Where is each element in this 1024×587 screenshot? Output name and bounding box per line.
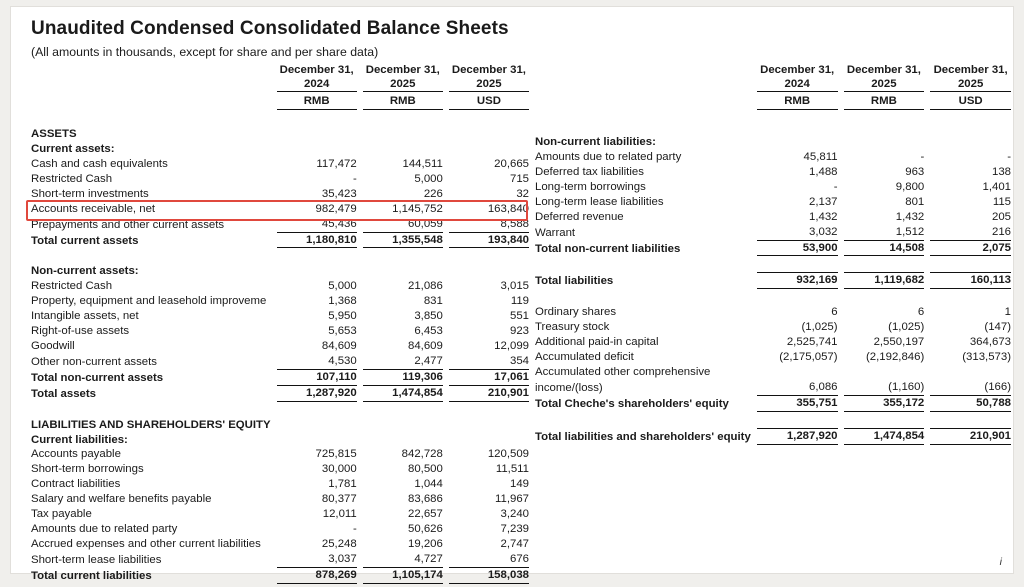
cell-value: 1,401	[982, 180, 1011, 193]
cell-value: 120,509	[487, 448, 529, 461]
column-header-currency: RMB	[363, 92, 443, 110]
assets-and-current-liabilities-table	[25, 64, 535, 584]
cell-value: 11,967	[495, 493, 529, 506]
cell-value: 115	[992, 195, 1011, 208]
cell-value: 84,609	[408, 339, 443, 352]
cell-value: (1,025)	[888, 321, 925, 334]
row-label: Salary and welfare benefits payable	[31, 493, 212, 506]
cell-value	[363, 142, 443, 157]
row-label: Total non-current assets	[31, 371, 164, 384]
cell-value: (1,160)	[844, 380, 925, 396]
row-label: Total non-current liabilities	[535, 242, 681, 255]
cell-value: 2,477	[363, 354, 443, 370]
row-label: Accumulated other comprehensive	[535, 365, 711, 378]
spacer-row	[535, 110, 1011, 135]
cell-value: 6,086	[757, 380, 838, 396]
item-row	[31, 294, 529, 309]
item-row	[31, 537, 529, 552]
item-row	[31, 354, 529, 370]
row-label: Goodwill	[31, 339, 75, 352]
total-row	[535, 241, 1011, 257]
item-row	[31, 202, 529, 217]
cell-value: 4,530	[277, 354, 357, 370]
page-number: i	[999, 556, 1002, 568]
item-row	[535, 165, 1011, 180]
section-row	[535, 135, 1011, 150]
row-label: Current assets:	[31, 143, 115, 156]
cell-value: 1,432	[809, 210, 838, 223]
cell-value: 3,037	[277, 552, 357, 568]
cell-value: 355,172	[844, 396, 925, 412]
item-row	[31, 447, 529, 462]
section-row	[31, 418, 529, 433]
item-row	[31, 462, 529, 477]
cell-value: 878,269	[277, 568, 357, 584]
cell-value	[930, 135, 1011, 150]
row-label: Tax payable	[31, 508, 92, 521]
cell-value: 144,511	[402, 158, 443, 170]
cell-value: 84,609	[321, 339, 357, 352]
cell-value: 25,248	[321, 537, 357, 550]
cell-value: 12,011	[322, 508, 357, 521]
cell-value: (2,175,057)	[779, 351, 838, 364]
cell-value: 5,653	[328, 325, 357, 338]
spacer-row	[535, 289, 1011, 305]
row-label: Treasury stock	[535, 321, 610, 334]
row-label: Total liabilities	[535, 275, 614, 288]
row-label: Long-term lease liabilities	[535, 195, 664, 208]
cell-value: 1,432	[895, 210, 925, 223]
item-row	[535, 380, 1011, 396]
left-column	[31, 64, 535, 584]
cell-value: 50,788	[930, 396, 1011, 412]
cell-value: 3,015	[500, 280, 529, 293]
cell-value	[930, 365, 1011, 380]
column-header-year: 2025	[449, 78, 529, 93]
cell-value	[449, 264, 529, 279]
total-row	[535, 428, 1011, 445]
page-subtitle: (All amounts in thousands, except for share and per share data)	[31, 45, 379, 59]
cell-value: 3,032	[757, 225, 838, 241]
cell-value: -	[1007, 151, 1011, 164]
cell-value: 6,453	[414, 325, 443, 338]
spacer-row	[31, 110, 529, 127]
cell-value: (313,573)	[962, 351, 1011, 364]
cell-value	[277, 127, 357, 142]
cell-value	[363, 127, 443, 142]
cell-value: -	[833, 180, 838, 193]
cell-value: 107,110	[277, 370, 357, 386]
total-row	[31, 386, 529, 402]
cell-value: 1,287,920	[277, 386, 357, 402]
item-row	[31, 217, 529, 233]
total-row	[31, 370, 529, 386]
cell-value: 17,061	[449, 370, 529, 386]
cell-value: 160,113	[930, 272, 1011, 289]
cell-value: 5,000	[414, 172, 443, 185]
spacer-row	[535, 412, 1011, 428]
cell-value: 2,075	[930, 241, 1011, 257]
item-row	[535, 195, 1011, 210]
cell-value	[277, 142, 357, 157]
item-row	[535, 320, 1011, 335]
row-label: Warrant	[535, 226, 576, 239]
section-row	[31, 264, 529, 279]
cell-value	[844, 135, 925, 150]
cell-value: 1,105,174	[363, 568, 443, 584]
cell-value: 676	[449, 552, 529, 568]
cell-value	[363, 433, 443, 448]
item-row	[31, 187, 529, 202]
cell-value: 216	[930, 225, 1011, 241]
cell-value: 1,781	[328, 478, 357, 491]
cell-value: 801	[905, 195, 925, 208]
row-label: Short-term investments	[31, 187, 149, 200]
right-column	[535, 64, 1017, 445]
column-header-date: December 31,	[933, 64, 1008, 76]
row-label: Total Cheche's shareholders' equity	[535, 397, 729, 410]
cell-value: 226	[423, 187, 443, 200]
row-label: Accrued expenses and other current liabilities	[31, 537, 261, 550]
balance-sheet-content	[11, 64, 1013, 584]
cell-value: 22,657	[408, 508, 443, 521]
cell-value	[363, 264, 443, 279]
total-row	[535, 396, 1011, 412]
cell-value: 9,800	[895, 180, 925, 193]
cell-value: 923	[509, 325, 529, 338]
cell-value: 2,525,741	[786, 336, 838, 349]
cell-value: 138	[991, 166, 1011, 178]
cell-value: 355,751	[757, 396, 838, 412]
row-label: Property, equipment and leasehold improveme	[31, 295, 267, 308]
cell-value: 14,508	[844, 241, 925, 257]
section-row	[31, 127, 529, 142]
cell-value: 210,901	[449, 386, 529, 402]
spacer-row	[535, 256, 1011, 272]
cell-value: 21,086	[408, 280, 443, 293]
row-label: Accounts payable	[31, 448, 121, 461]
noncurrent-liabilities-and-equity-table	[529, 64, 1017, 445]
row-label: Long-term borrowings	[535, 180, 646, 193]
row-label: Ordinary shares	[535, 306, 617, 319]
cell-value: 551	[509, 310, 529, 323]
cell-value: 45,436	[277, 217, 357, 233]
cell-value: 163,840	[487, 202, 529, 215]
cell-value: 1,512	[844, 225, 925, 241]
cell-value: 119	[510, 295, 529, 308]
cell-value: 12,099	[494, 339, 529, 352]
cell-value: 193,840	[449, 233, 529, 249]
cell-value: 1,145,752	[392, 202, 443, 215]
cell-value: 1,287,920	[757, 428, 838, 445]
cell-value: 3,850	[414, 310, 443, 323]
item-row	[31, 477, 529, 492]
item-row	[31, 324, 529, 339]
cell-value: 53,900	[757, 241, 838, 257]
cell-value	[449, 433, 529, 448]
cell-value: 6	[831, 306, 838, 319]
column-header-year: 2025	[844, 78, 925, 93]
cell-value: 50,626	[408, 522, 443, 535]
cell-value: 1,474,854	[363, 386, 443, 402]
row-label: Total current liabilities	[31, 569, 152, 582]
row-label: Restricted Cash	[31, 172, 113, 185]
row-label: Accounts receivable, net	[31, 202, 156, 215]
row-label: Cash and cash equivalents	[31, 158, 168, 170]
total-row	[31, 568, 529, 584]
cell-value: 19,206	[408, 537, 443, 550]
row-label: Restricted Cash	[31, 280, 113, 293]
item-row	[535, 305, 1011, 320]
row-label: ASSETS	[31, 128, 77, 141]
row-label: Deferred tax liabilities	[535, 166, 644, 178]
column-header-currency: USD	[930, 92, 1011, 110]
cell-value: 715	[509, 172, 529, 185]
total-row	[31, 233, 529, 249]
cell-value: 8,588	[449, 217, 529, 233]
item-row	[31, 507, 529, 522]
cell-value: 6	[917, 306, 925, 319]
row-label: Short-term borrowings	[31, 463, 144, 476]
cell-value: 149	[509, 478, 529, 491]
row-label: income/(loss)	[535, 381, 603, 394]
spacer-row	[31, 402, 529, 418]
cell-value: 117,472	[316, 158, 357, 170]
cell-value: -	[352, 172, 357, 185]
cell-value: 2,550,197	[873, 336, 925, 349]
cell-value: 5,000	[328, 280, 357, 293]
cell-value: -	[920, 151, 925, 164]
item-row	[535, 350, 1011, 365]
cell-value: 11,511	[495, 463, 529, 476]
cell-value: (166)	[930, 380, 1011, 396]
cell-value: 3,240	[500, 508, 529, 521]
spacer-row	[31, 248, 529, 264]
item-row	[31, 552, 529, 568]
row-label: Total current assets	[31, 234, 139, 247]
cell-value: (147)	[984, 321, 1011, 334]
cell-value: 2,747	[500, 537, 529, 550]
cell-value: (1,025)	[801, 321, 838, 334]
cell-value: 80,500	[408, 463, 443, 476]
cell-value: 1,355,548	[363, 233, 443, 249]
cell-value: 30,000	[321, 463, 357, 476]
column-header-currency: RMB	[277, 92, 357, 110]
section-row	[31, 142, 529, 157]
row-label: Amounts due to related party	[31, 522, 178, 535]
item-row	[31, 339, 529, 354]
cell-value	[363, 418, 443, 433]
row-label: Amounts due to related party	[535, 151, 682, 164]
cell-value: 60,059	[363, 217, 443, 233]
row-label: Current liabilities:	[31, 433, 128, 446]
cell-value: 932,169	[757, 272, 838, 289]
cell-value: 842,728	[401, 448, 443, 461]
total-row	[535, 272, 1011, 289]
row-label: Other non-current assets	[31, 355, 157, 368]
cell-value: 2,137	[809, 195, 838, 208]
row-label: Accumulated deficit	[535, 351, 634, 364]
cell-value: 4,727	[363, 552, 443, 568]
cell-value	[449, 418, 529, 433]
cell-value: 1,368	[328, 295, 357, 308]
column-header-date: December 31,	[451, 64, 526, 76]
row-label: Total liabilities and shareholders' equity	[535, 430, 751, 443]
item-row	[31, 172, 529, 187]
item-row	[31, 492, 529, 507]
cell-value: 119,306	[363, 370, 443, 386]
item-row	[535, 365, 1011, 380]
cell-value	[277, 418, 357, 433]
column-header-date: December 31,	[279, 64, 354, 76]
cell-value: 1,180,810	[277, 233, 357, 249]
column-header-currency: USD	[449, 92, 529, 110]
item-row	[31, 279, 529, 294]
cell-value: 20,665	[494, 158, 529, 170]
cell-value: 5,950	[328, 310, 357, 323]
row-label: Deferred revenue	[535, 210, 624, 223]
cell-value: 1,474,854	[844, 428, 925, 445]
row-label: Additional paid-in capital	[535, 336, 659, 349]
cell-value	[449, 142, 529, 157]
column-header-date: December 31,	[760, 64, 835, 76]
cell-value: 1,488	[809, 166, 838, 178]
cell-value: 1	[1004, 306, 1011, 319]
page-title: Unaudited Condensed Consolidated Balance Sheets	[31, 18, 509, 39]
cell-value	[277, 433, 357, 448]
cell-value	[757, 135, 838, 150]
item-row	[535, 150, 1011, 165]
cell-value: 210,901	[930, 428, 1011, 445]
cell-value: 83,686	[408, 493, 443, 506]
cell-value: 364,673	[969, 336, 1011, 349]
column-header-year: 2025	[363, 78, 443, 93]
item-row	[31, 309, 529, 324]
item-row	[535, 210, 1011, 225]
item-row	[535, 225, 1011, 241]
cell-value	[757, 365, 838, 380]
item-row	[31, 522, 529, 537]
item-row	[535, 180, 1011, 195]
row-label: Non-current assets:	[31, 265, 139, 278]
row-label: Contract liabilities	[31, 478, 121, 491]
cell-value: 32	[516, 187, 529, 200]
cell-value: 354	[449, 354, 529, 370]
column-header-year: 2024	[277, 78, 357, 93]
item-row	[31, 157, 529, 172]
cell-value: 831	[423, 295, 443, 308]
cell-value: 45,811	[803, 151, 838, 164]
cell-value: 1,044	[414, 478, 443, 491]
column-header-currency: RMB	[844, 92, 925, 110]
row-label: Short-term lease liabilities	[31, 553, 162, 566]
section-row	[31, 433, 529, 448]
item-row	[535, 335, 1011, 350]
cell-value: 1,119,682	[844, 272, 925, 289]
balance-sheet-page	[10, 6, 1014, 582]
column-header-currency: RMB	[757, 92, 838, 110]
cell-value: 205	[991, 210, 1011, 223]
column-header-date: December 31,	[365, 64, 440, 76]
cell-value: 725,815	[315, 448, 357, 461]
cell-value: (2,192,846)	[865, 351, 925, 364]
cell-value: 80,377	[321, 493, 357, 506]
column-header-year: 2025	[930, 78, 1011, 93]
cell-value: 158,038	[449, 568, 529, 584]
cell-value: 982,479	[315, 202, 357, 215]
cell-value: 35,423	[321, 187, 357, 200]
row-label: Intangible assets, net	[31, 310, 139, 323]
row-label: Non-current liabilities:	[535, 136, 656, 149]
row-label: LIABILITIES AND SHAREHOLDERS' EQUITY	[31, 418, 271, 431]
cell-value: -	[352, 522, 357, 535]
row-label: Prepayments and other current assets	[31, 218, 225, 231]
cell-value	[844, 365, 925, 380]
row-label: Total assets	[31, 387, 96, 400]
cell-value: 963	[905, 166, 925, 178]
column-header-date: December 31,	[846, 64, 921, 76]
cell-value	[449, 127, 529, 142]
column-header-year: 2024	[757, 78, 838, 93]
cell-value	[277, 264, 357, 279]
row-label: Right-of-use assets	[31, 325, 130, 338]
cell-value: 7,239	[500, 522, 529, 535]
